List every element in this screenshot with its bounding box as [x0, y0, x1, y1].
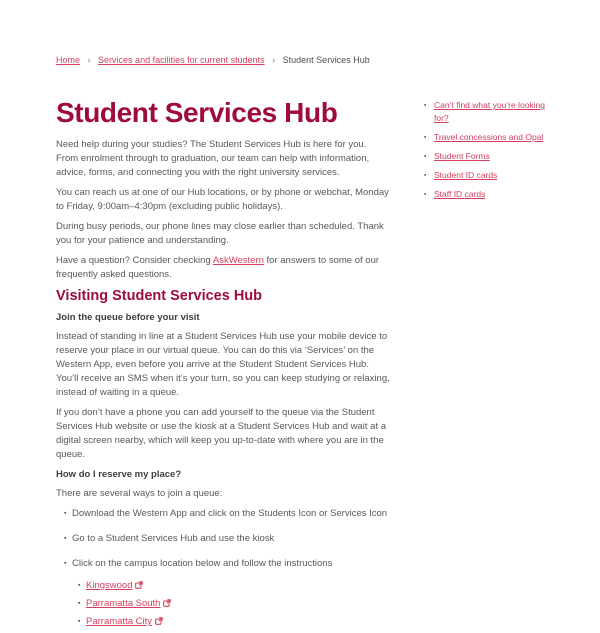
sidebar-quick-links [424, 99, 548, 207]
list-item [424, 150, 548, 163]
list-item [64, 507, 390, 521]
sidebar-link-staff-id-cards[interactable]: Staff ID cards [434, 189, 486, 199]
breadcrumb-link-services-facilities[interactable]: Services and facilities for current students [98, 55, 265, 65]
subheading-join-queue: Join the queue before your visit [56, 312, 200, 323]
list-item [78, 615, 390, 629]
intro-paragraph-3: During busy periods, our phone lines may close earlier than scheduled. Thank you for your patience and understanding. [56, 221, 384, 246]
queue-ways-intro: There are several ways to join a queue: [56, 488, 223, 499]
list-item [78, 597, 390, 611]
campus-link-kingswood[interactable] [86, 580, 132, 591]
list-item [424, 169, 548, 182]
campus-link-label: Parramatta South [86, 598, 161, 609]
external-link-icon [155, 617, 163, 625]
sidebar-link-travel-concessions[interactable]: Travel concessions and Opal [434, 132, 544, 142]
list-item [424, 131, 548, 144]
list-item-text: Click on the campus location below and follow the instructions [72, 558, 333, 569]
campus-link-label: Parramatta City [86, 616, 152, 627]
list-item [424, 188, 548, 201]
list-item [64, 557, 390, 571]
breadcrumb-link-home[interactable]: Home [56, 55, 81, 65]
campus-link-label: Kingswood [86, 580, 133, 591]
sidebar-link-cant-find[interactable]: Can’t find what you’re looking for? [434, 100, 546, 123]
breadcrumb-current: Student Services Hub [282, 55, 370, 65]
paragraph-text: for answers to some of our frequently asked questions. [56, 255, 380, 280]
intro-paragraph-1: Need help during your studies? The Student Services Hub is here for you. From enrolment through to graduation, our team can help with information, advice, forms, and connecting you with the right university services. [56, 139, 370, 178]
sidebar-links-list [424, 99, 548, 201]
queue-methods-list [56, 507, 390, 571]
list-item [78, 579, 390, 593]
list-item [424, 99, 548, 125]
queue-paragraph-2: If you don’t have a phone you can add yourself to the queue via the Student Services Hub website or use the kiosk at a Student Services Hub and wait at a digital screen nearby, which will keep you up-to-date with where you are in the queue. [56, 407, 387, 460]
campus-link-parramatta-south[interactable] [86, 598, 160, 609]
breadcrumb [56, 54, 556, 66]
breadcrumb-separator: › [87, 55, 91, 65]
askwestern-link[interactable]: AskWestern [212, 255, 264, 266]
external-link-icon [163, 599, 171, 607]
intro-paragraph-2: You can reach us at one of our Hub locations, or by phone or webchat, Monday to Friday, 9:00am–4:30pm (excluding public holidays). [56, 187, 389, 212]
breadcrumb-separator: › [272, 55, 276, 65]
main-content [56, 98, 390, 633]
campus-links-list [56, 579, 390, 629]
external-link-icon [135, 581, 143, 589]
campus-link-parramatta-city[interactable] [86, 616, 152, 627]
subheading-reserve-place: How do I reserve my place? [56, 469, 182, 480]
paragraph-text: Have a question? Consider checking [56, 255, 213, 266]
queue-paragraph-1: Instead of standing in line at a Student Services Hub use your mobile device to reserve your place in our virtual queue. You can do this via ‘Services’ on the Western App, even before you arrive at the Student Student Services Hub. You’ll receive an SMS when it’s your turn, so you can keep studying or relaxing, instead of waiting in a queue. [56, 331, 390, 398]
list-item-text: Download the Western App and click on the Students Icon or Services Icon [72, 508, 388, 519]
page-title: Student Services Hub [56, 97, 338, 128]
sidebar-link-student-forms[interactable]: Student Forms [434, 151, 490, 161]
intro-paragraph-4 [56, 254, 390, 282]
list-item [64, 532, 390, 546]
section-heading-visiting: Visiting Student Services Hub [56, 288, 263, 304]
sidebar-link-student-id-cards[interactable]: Student ID cards [434, 170, 498, 180]
list-item-text: Go to a Student Services Hub and use the kiosk [72, 533, 275, 544]
